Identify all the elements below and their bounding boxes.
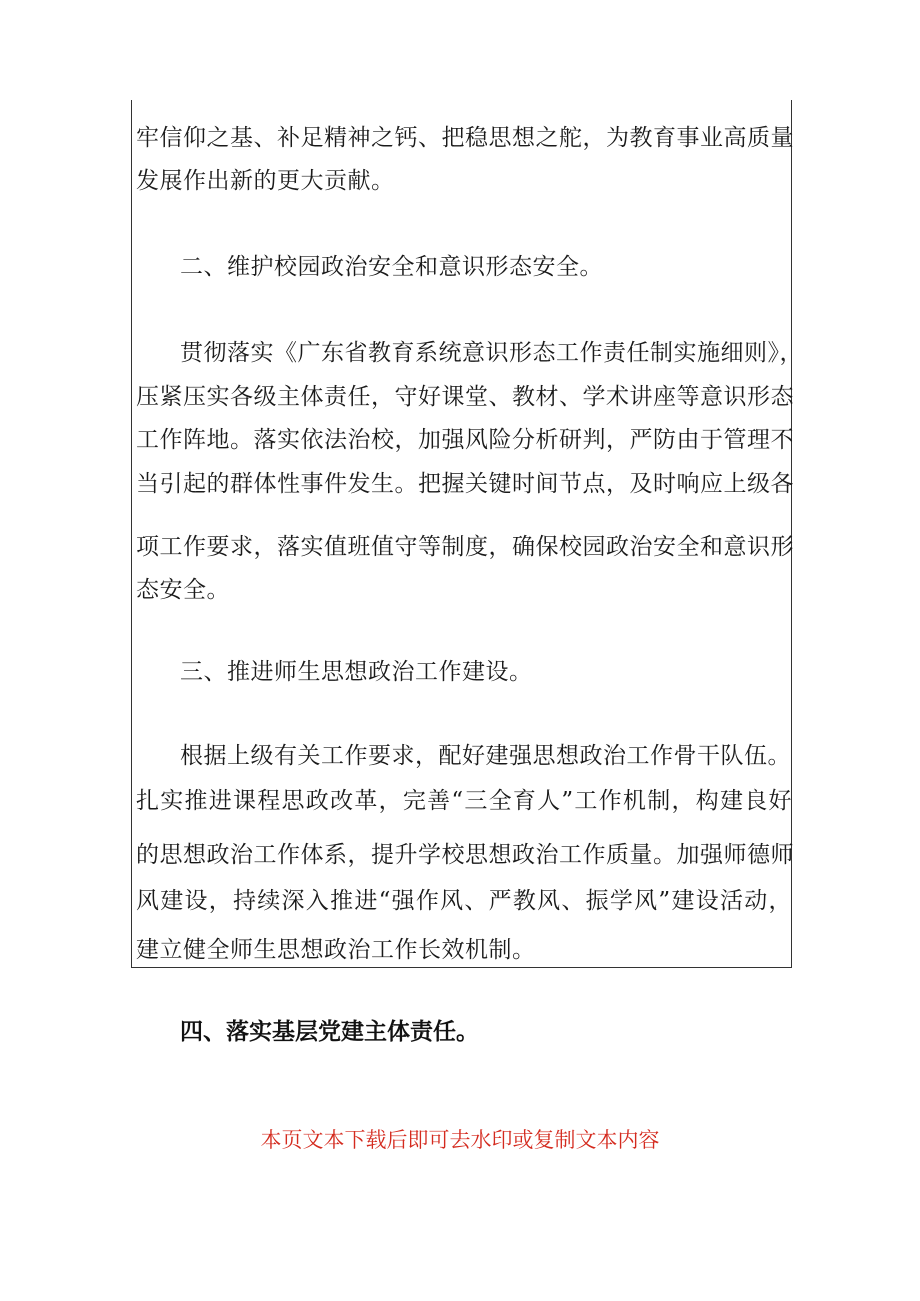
paragraph-line: 当引起的群体性事件发生。把握关键时间节点，及时响应上级各: [136, 471, 794, 497]
paragraph-line: 态安全。: [136, 577, 230, 603]
paragraph-line: 扎实推进课程思政改革，完善“三全育人”工作机制，构建良好: [136, 788, 792, 814]
paragraph-line: 贯彻落实《广东省教育系统意识形态工作责任制实施细则》，: [180, 340, 803, 366]
section-heading: 二、维护校园政治安全和意识形态安全。: [180, 254, 603, 280]
section-heading: 三、推进师生思想政治工作建设。: [180, 659, 533, 685]
section-heading-outside: 四、落实基层党建主体责任。: [180, 1019, 479, 1045]
paragraph-line: 建立健全师生思想政治工作长效机制。: [136, 937, 536, 963]
paragraph-line: 风建设，持续深入推进“强作风、严教风、振学风”建设活动，: [136, 888, 792, 914]
download-notice: 本页文本下载后即可去水印或复制文本内容: [260, 1128, 660, 1152]
paragraph-line: 发展作出新的更大贡献。: [136, 168, 395, 194]
paragraph-line: 的思想政治工作体系，提升学校思想政治工作质量。加强师德师: [136, 842, 794, 868]
paragraph-line: 压紧压实各级主体责任，守好课堂、教材、学术讲座等意识形态: [136, 384, 794, 410]
paragraph-line: 根据上级有关工作要求，配好建强思想政治工作骨干队伍。: [180, 743, 791, 769]
paragraph-line: 项工作要求，落实值班值守等制度，确保校园政治安全和意识形: [136, 534, 794, 560]
paragraph-line: 牢信仰之基、补足精神之钙、把稳思想之舵，为教育事业高质量: [136, 125, 794, 151]
paragraph-line: 工作阵地。落实依法治校，加强风险分析研判，严防由于管理不: [136, 427, 794, 453]
